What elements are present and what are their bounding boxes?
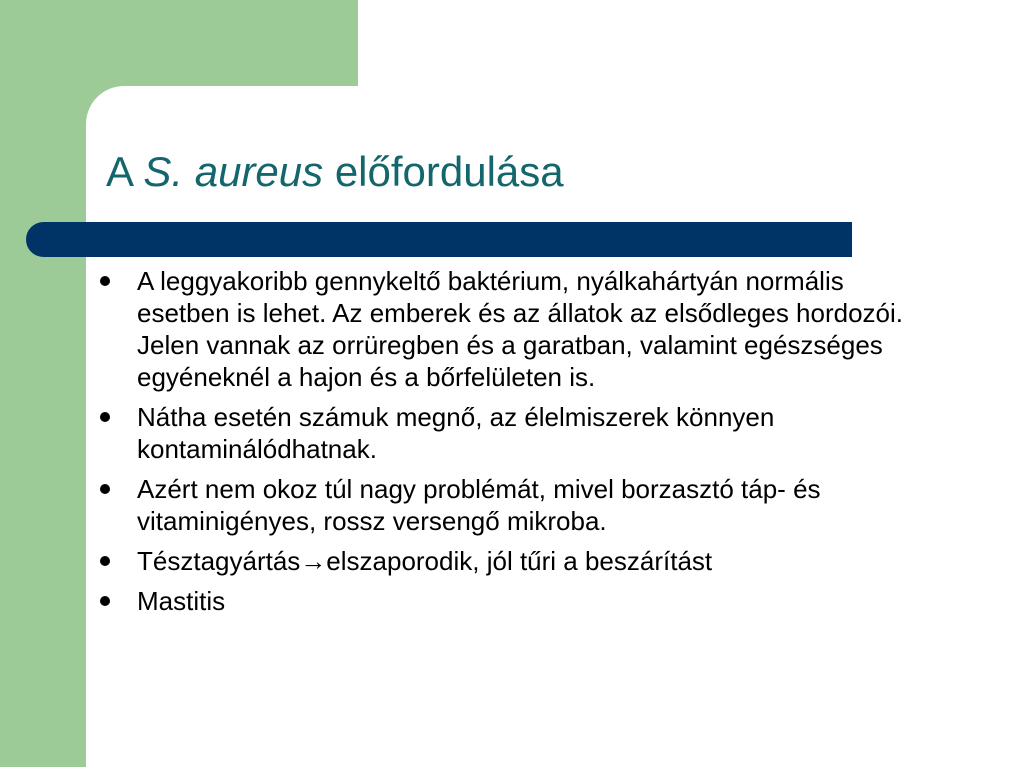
- bullet-text: Mastitis: [137, 586, 226, 616]
- bullet-item-5: [100, 585, 920, 617]
- bullet-item-2: [100, 401, 920, 465]
- bullet-text: Nátha esetén számuk megnő, az élelmiszerek könnyen kontaminálódhatnak.: [137, 402, 775, 464]
- bullet-item-3: [100, 473, 920, 537]
- slide-title: [106, 146, 564, 198]
- bullet-dot-icon: [100, 412, 110, 422]
- bullet-dot-icon: [100, 484, 110, 494]
- bullet-list: [100, 265, 920, 625]
- bullet-item-4: [100, 545, 920, 577]
- bullet-dot-icon: [100, 276, 110, 286]
- title-suffix: előfordulása: [323, 148, 564, 195]
- title-prefix: A: [106, 148, 144, 195]
- bullet-dot-icon: [100, 596, 110, 606]
- bullet-dot-icon: [100, 556, 110, 566]
- bullet-item-1: [100, 265, 920, 393]
- bullet-text: Azért nem okoz túl nagy problémát, mivel borzasztó táp- és vitaminigényes, rossz versengő mikroba.: [137, 474, 821, 536]
- title-species-name: S. aureus: [143, 148, 324, 195]
- bullet-text: A leggyakoribb gennykeltő baktérium, nyálkahártyán normális esetben is lehet. Az emberek és az állatok az elsődleges hordozói. Jelen vannak az orrüregben és a garatban, valamint egészséges egyéneknél a hajon és a bőrfelületen is.: [137, 266, 904, 392]
- title-divider-bar: [26, 222, 852, 257]
- bullet-text: Tésztagyártás→elszaporodik, jól tűri a beszárítást: [137, 546, 713, 576]
